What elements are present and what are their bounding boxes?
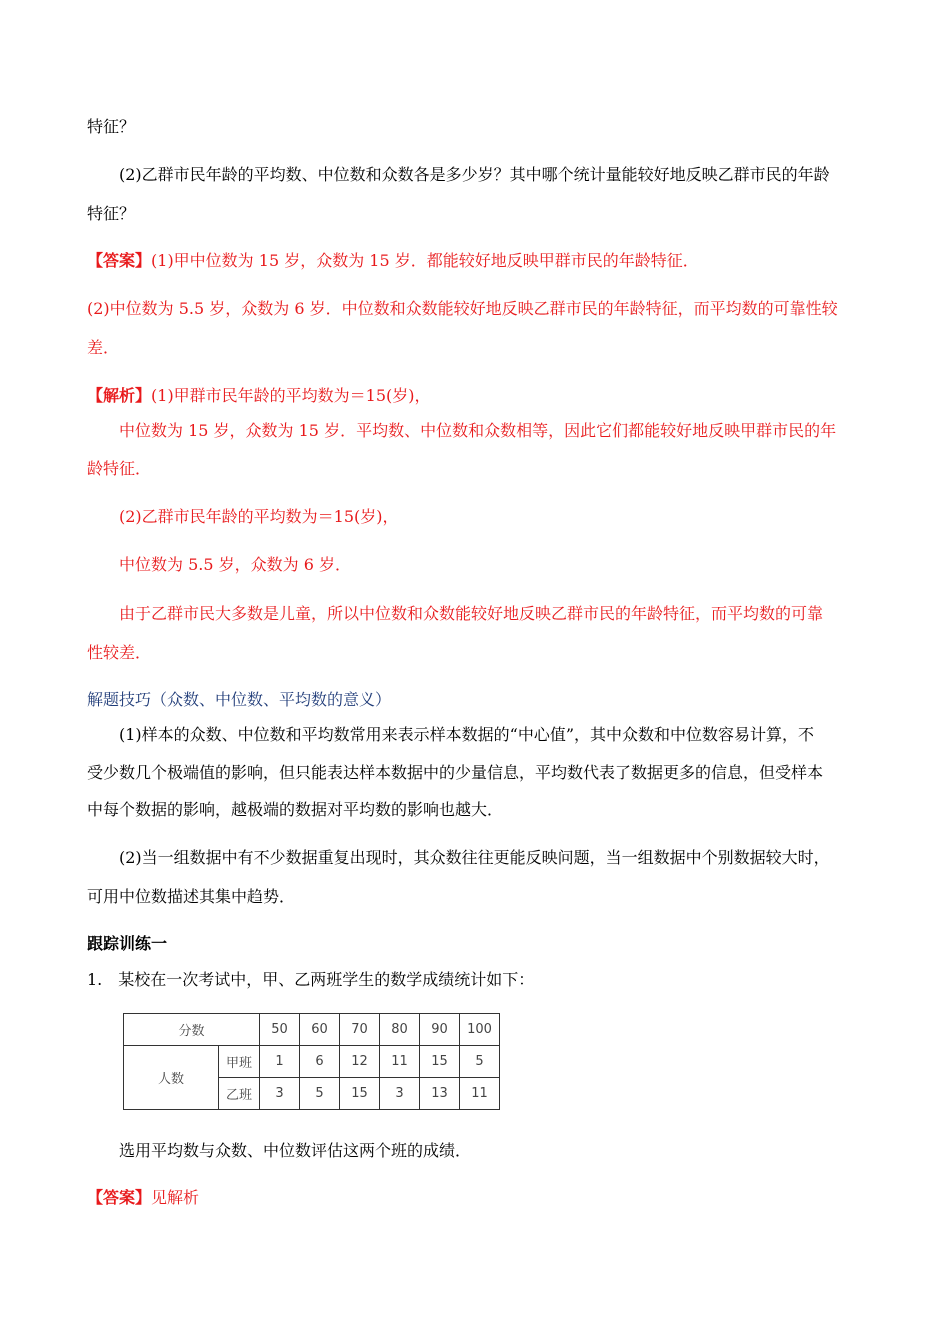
answer-tag: 【答案】 xyxy=(87,251,152,270)
count-cell: 15 xyxy=(420,1046,460,1078)
tip-title: 解题技巧（众数、中位数、平均数的意义） xyxy=(87,690,392,709)
class-b-label: 乙班 xyxy=(219,1078,260,1110)
final-answer-line xyxy=(87,1188,199,1208)
count-cell: 11 xyxy=(380,1046,420,1078)
count-cell: 15 xyxy=(340,1078,380,1110)
answer-tag: 【答案】 xyxy=(87,1188,152,1207)
tip-line: 中每个数据的影响，越极端的数据对平均数的影响也越大． xyxy=(87,800,504,819)
text-line: 特征？ xyxy=(87,204,136,223)
score-table xyxy=(123,1013,500,1110)
tip-line: (1)样本的众数、中位数和平均数常用来表示样本数据的“中心值”，其中众数和中位数容易计算，不 xyxy=(119,725,815,744)
count-cell: 5 xyxy=(300,1078,340,1110)
score-cell: 60 xyxy=(300,1014,340,1046)
question-line xyxy=(87,970,534,990)
question-part-2: (2)乙群市民年龄的平均数、中位数和众数各是多少岁？其中哪个统计量能较好地反映乙群市民的年龄 xyxy=(119,165,830,184)
answer-line: 差． xyxy=(87,338,120,357)
count-cell: 12 xyxy=(340,1046,380,1078)
answer-line xyxy=(87,251,699,271)
count-cell: 13 xyxy=(420,1078,460,1110)
question-ask: 选用平均数与众数、中位数评估这两个班的成绩． xyxy=(119,1141,472,1160)
score-cell: 90 xyxy=(420,1014,460,1046)
class-a-label: 甲班 xyxy=(219,1046,260,1078)
solution-line: 由于乙群市民大多数是儿童，所以中位数和众数能较好地反映乙群市民的年龄特征，而平均数的可靠 xyxy=(119,604,824,623)
count-cell: 3 xyxy=(260,1078,300,1110)
practice-title: 跟踪训练一 xyxy=(87,934,168,953)
tip-line: (2)当一组数据中有不少数据重复出现时，其众数往往更能反映问题，当一组数据中个别数据较大时， xyxy=(119,848,830,867)
text-line: 特征？ xyxy=(87,117,136,136)
score-header: 分数 xyxy=(124,1014,260,1046)
count-cell: 11 xyxy=(460,1078,500,1110)
solution-line: 性较差． xyxy=(87,643,152,662)
answer-text: 见解析 xyxy=(151,1188,200,1207)
answer-text: (1)甲中位数为 15 岁，众数为 15 岁．都能较好地反映甲群市民的年龄特征． xyxy=(151,251,699,270)
count-cell: 5 xyxy=(460,1046,500,1078)
solution-line: 中位数为 5.5 岁，众数为 6 岁． xyxy=(119,555,351,574)
count-cell: 1 xyxy=(260,1046,300,1078)
answer-line: (2)中位数为 5.5 岁，众数为 6 岁．中位数和众数能较好地反映乙群市民的年龄特征，而平均数的可靠性较 xyxy=(87,299,838,318)
score-cell: 50 xyxy=(260,1014,300,1046)
tip-line: 受少数几个极端值的影响，但只能表达样本数据中的少量信息，平均数代表了数据更多的信息，但受样本 xyxy=(87,763,824,782)
solution-line: (2)乙群市民年龄的平均数为＝15(岁)， xyxy=(119,507,399,526)
tip-line: 可用中位数描述其集中趋势． xyxy=(87,887,296,906)
question-text: 某校在一次考试中，甲、乙两班学生的数学成绩统计如下： xyxy=(118,970,535,989)
solution-tag: 【解析】 xyxy=(87,386,152,405)
count-cell: 6 xyxy=(300,1046,340,1078)
score-cell: 70 xyxy=(340,1014,380,1046)
count-cell: 3 xyxy=(380,1078,420,1110)
solution-line: 中位数为 15 岁，众数为 15 岁．平均数、中位数和众数相等，因此它们都能较好地反映甲群市民的年 xyxy=(119,421,837,440)
solution-text: (1)甲群市民年龄的平均数为＝15(岁)， xyxy=(151,386,431,405)
people-header: 人数 xyxy=(124,1046,219,1110)
question-number: 1. xyxy=(87,970,103,989)
score-cell: 80 xyxy=(380,1014,420,1046)
solution-line xyxy=(87,386,431,406)
score-cell: 100 xyxy=(460,1014,500,1046)
solution-line: 龄特征． xyxy=(87,459,152,478)
